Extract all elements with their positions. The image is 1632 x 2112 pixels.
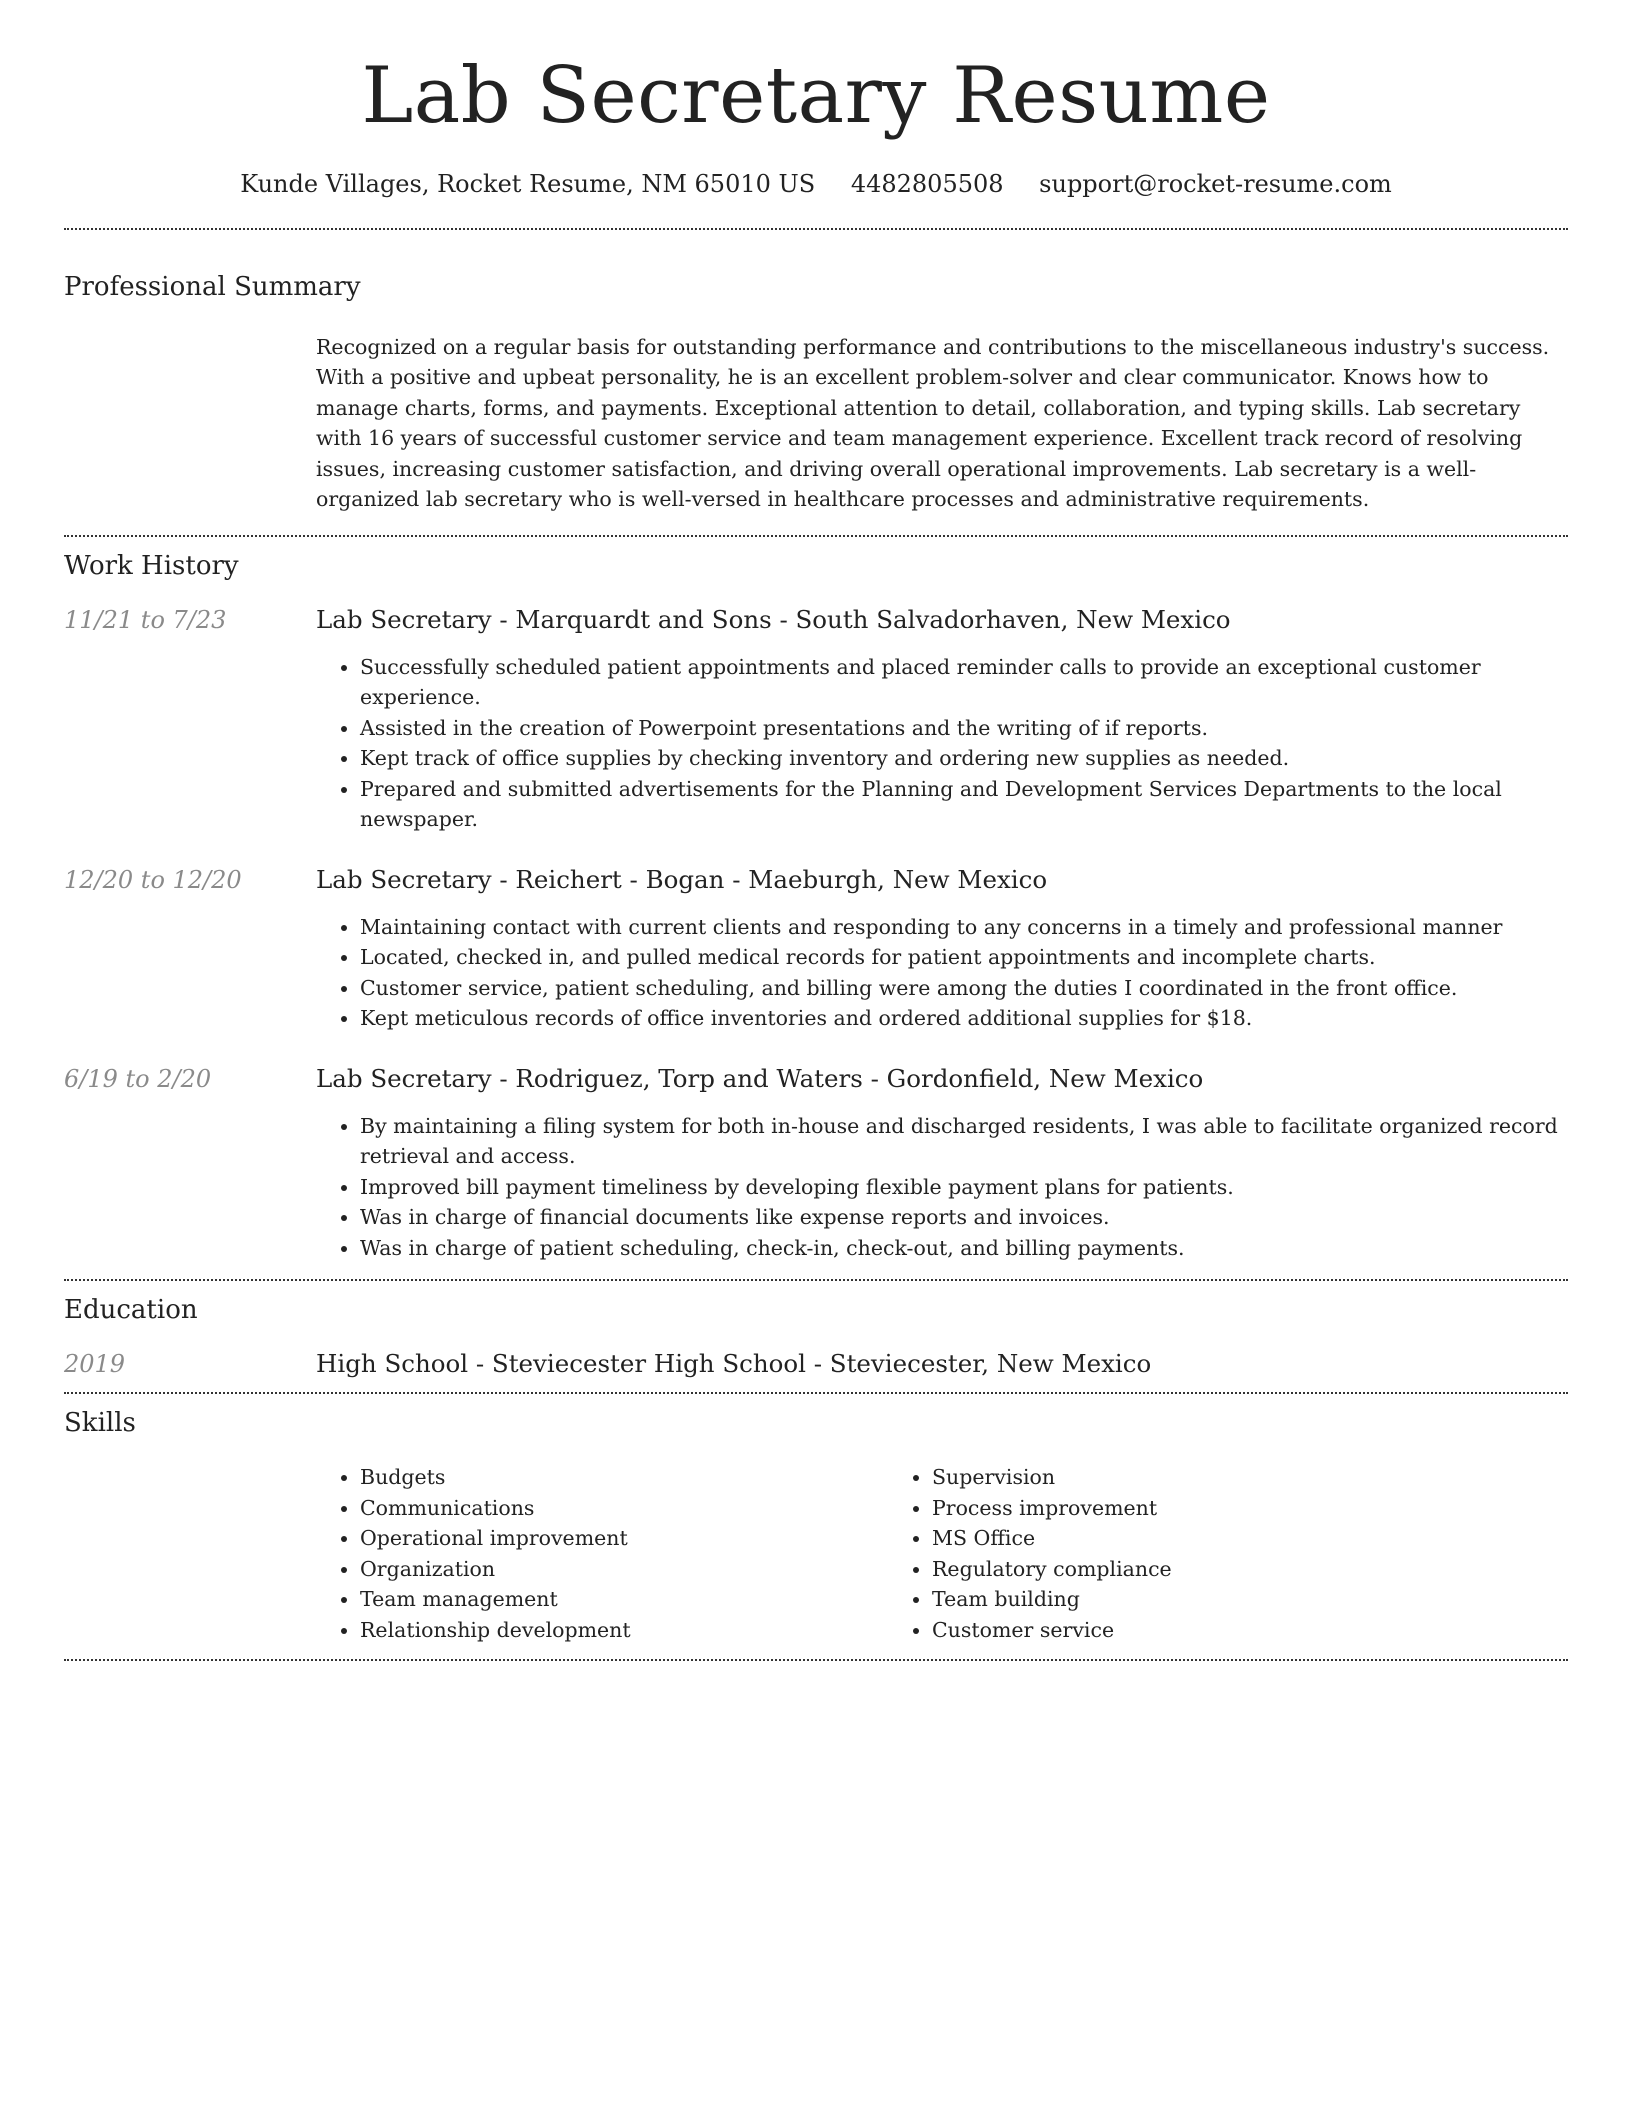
skill-item: • Process improvement [932, 1493, 1392, 1524]
skill-item: • Organization [360, 1554, 932, 1585]
work-history-section [64, 537, 1568, 1280]
job-bullet: • Maintaining contact with current clients and responding to any concerns in a timely and professional manner [360, 912, 1568, 943]
job-bullet: • Improved bill payment timeliness by developing flexible payment plans for patients. [360, 1172, 1568, 1203]
contact-line [64, 170, 1568, 198]
job-bullet: • Assisted in the creation of Powerpoint presentations and the writing of if reports. [360, 713, 1568, 744]
job-title: Lab Secretary - Rodriguez, Torp and Waters - Gordonfield, New Mexico [316, 1063, 1204, 1093]
page-title: Lab Secretary Resume [361, 51, 1271, 141]
contact-email: support@rocket-resume.com [1039, 169, 1392, 198]
job-bullets [316, 1111, 1568, 1264]
divider [64, 1659, 1568, 1661]
skill-item: • Team management [360, 1584, 932, 1615]
skill-item: • Customer service [932, 1615, 1392, 1646]
job-bullet: • Located, checked in, and pulled medical records for patient appointments and incomplete charts. [360, 942, 1568, 973]
job-title: Lab Secretary - Marquardt and Sons - South Salvadorhaven, New Mexico [316, 604, 1231, 634]
job-date: 11/21 to 7/23 [64, 605, 227, 634]
skill-item: • Relationship development [360, 1615, 932, 1646]
job-date: 12/20 to 12/20 [64, 865, 242, 894]
skills-list-right [888, 1462, 1392, 1645]
education-entry [64, 1349, 1568, 1378]
job-bullet: • Prepared and submitted advertisements for the Planning and Development Services Departments to the local newspaper. [360, 774, 1568, 835]
summary-section [64, 230, 1568, 535]
skill-item: • Team building [932, 1584, 1392, 1615]
contact-address: Kunde Villages, Rocket Resume, NM 65010 US [240, 169, 816, 198]
skill-item: • Operational improvement [360, 1523, 932, 1554]
job-bullet: • Successfully scheduled patient appointments and placed reminder calls to provide an exceptional customer experience. [360, 652, 1568, 713]
skills-heading: Skills [64, 1408, 136, 1439]
job-entry [64, 865, 1568, 1034]
job-entry [64, 605, 1568, 835]
skill-item: • Supervision [932, 1462, 1392, 1493]
skills-list-left [316, 1462, 932, 1645]
job-bullet: • Customer service, patient scheduling, and billing were among the duties I coordinated in the front office. [360, 973, 1568, 1004]
job-header-row [64, 865, 1568, 894]
job-title: Lab Secretary - Reichert - Bogan - Maeburgh, New Mexico [316, 864, 1048, 894]
job-date: 6/19 to 2/20 [64, 1064, 212, 1093]
contact-phone: 4482805508 [850, 169, 1004, 198]
job-bullets [316, 912, 1568, 1034]
skill-item: • Communications [360, 1493, 932, 1524]
skill-item: • Regulatory compliance [932, 1554, 1392, 1585]
job-bullet: • Was in charge of patient scheduling, check-in, check-out, and billing payments. [360, 1233, 1568, 1264]
job-header-row [64, 605, 1568, 634]
job-bullet: • Kept meticulous records of office inventories and ordered additional supplies for $18. [360, 1003, 1568, 1034]
education-title: High School - Steviecester High School - Steviecester, New Mexico [316, 1349, 1152, 1379]
skills-section [64, 1394, 1568, 1659]
job-bullet: • Was in charge of financial documents like expense reports and invoices. [360, 1202, 1568, 1233]
job-bullet: • Kept track of office supplies by checking inventory and ordering new supplies as needed. [360, 743, 1568, 774]
skills-grid [316, 1462, 1568, 1645]
education-section [64, 1281, 1568, 1392]
skill-item: • Budgets [360, 1462, 932, 1493]
job-header-row [64, 1064, 1568, 1093]
job-entry [64, 1064, 1568, 1264]
skill-item: • MS Office [932, 1523, 1392, 1554]
work-history-heading: Work History [64, 550, 239, 581]
education-date: 2019 [64, 1350, 126, 1379]
job-bullets [316, 652, 1568, 835]
job-bullet: • By maintaining a filing system for both in-house and discharged residents, I was able to facilitate organized record retrieval and access. [360, 1111, 1568, 1172]
summary-text: Recognized on a regular basis for outstanding performance and contributions to the miscellaneous industry's success. With a positive and upbeat personality, he is an excellent problem-solver and clear communicator. Knows how to manage charts, forms, and payments. Exceptional attention to detail, collaboration, and typing skills. Lab secretary with 16 years of successful customer service and team management experience. Excellent track record of resolving issues, increasing customer satisfaction, and driving overall operational improvements. Lab secretary is a well-organized lab secretary who is well-versed in healthcare processes and administrative requirements. [316, 334, 1550, 512]
education-heading: Education [64, 1295, 198, 1326]
summary-heading: Professional Summary [64, 271, 361, 302]
